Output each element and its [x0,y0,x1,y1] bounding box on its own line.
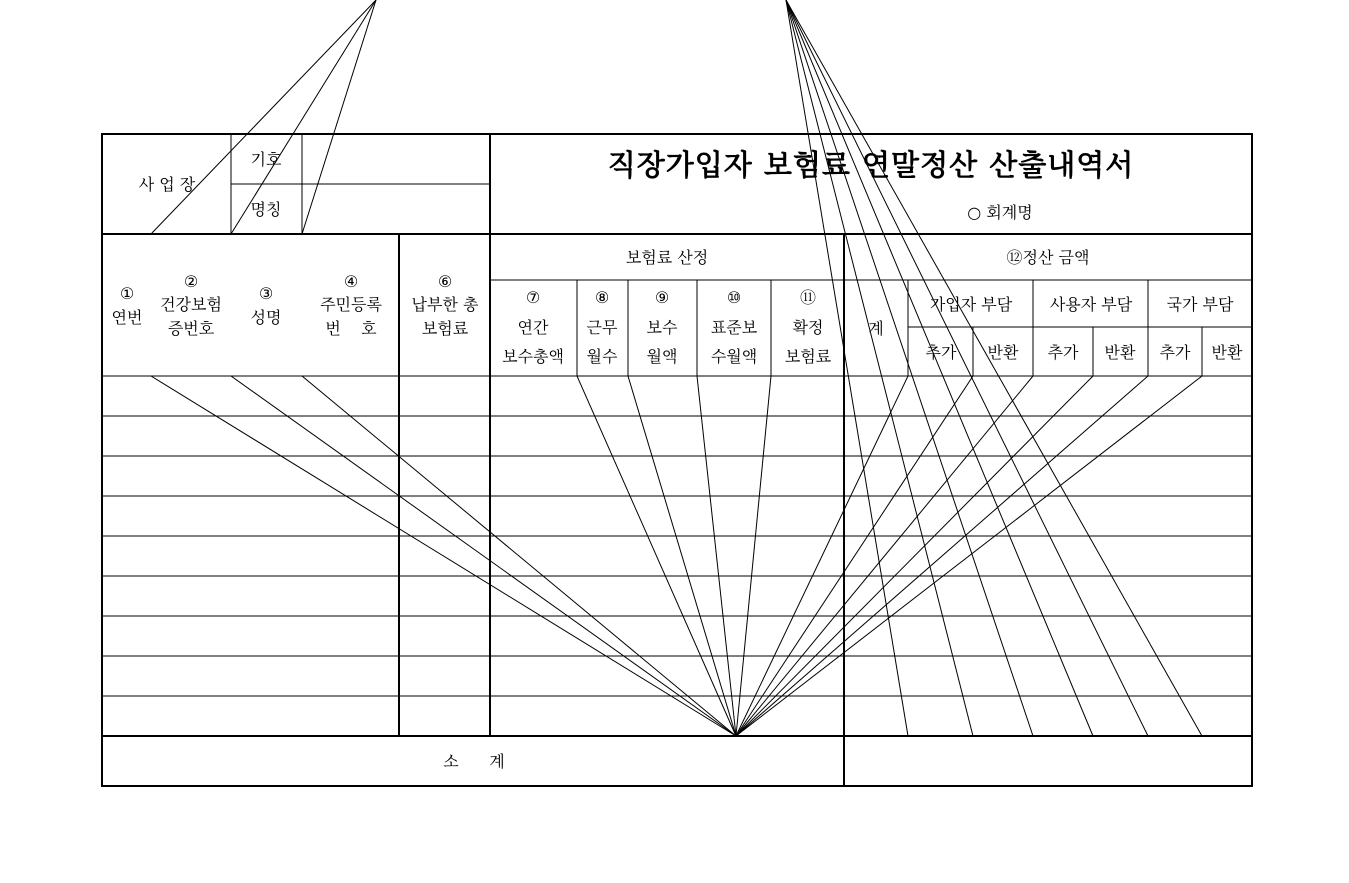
table-cell[interactable] [699,658,769,694]
table-cell[interactable] [579,378,626,414]
subscriber-refund-label: 반환 [987,343,1019,362]
table-cell[interactable] [579,498,626,534]
table-cell[interactable] [233,698,300,734]
table-cell[interactable] [233,378,300,414]
table-cell[interactable] [401,578,488,614]
table-cell[interactable] [1150,578,1200,614]
col10-label-line1: 표준보 [710,318,758,337]
table-cell[interactable] [1035,378,1091,414]
table-cell[interactable] [104,458,149,494]
table-cell[interactable] [492,698,575,734]
col11-number: ⑪ [799,288,817,307]
col9-number: ⑨ [654,288,670,307]
table-cell[interactable] [1095,658,1146,694]
table-cell[interactable] [401,658,488,694]
col2-label-line1: 건강보험 [160,295,222,314]
table-cell[interactable] [630,578,695,614]
table-cell[interactable] [104,698,149,734]
table-cell[interactable] [1150,498,1200,534]
table-cell[interactable] [630,618,695,654]
table-cell[interactable] [1150,698,1200,734]
table-cell[interactable] [975,498,1031,534]
col3-label: 성명 [250,308,282,327]
table-cell[interactable] [492,578,575,614]
table-cell[interactable] [304,378,397,414]
table-cell[interactable] [846,418,906,454]
table-cell[interactable] [773,538,842,574]
table-cell[interactable] [1204,578,1250,614]
state-share-label: 국가 부담 [1166,295,1234,314]
table-cell[interactable] [104,658,149,694]
accounting-name-label: ○ 회계명 [967,203,1033,222]
table-cell[interactable] [630,538,695,574]
table-cell[interactable] [846,498,906,534]
table-cell[interactable] [492,538,575,574]
table-cell[interactable] [579,578,626,614]
premium-calc-group-label: 보험료 산정 [625,248,709,267]
table-cell[interactable] [630,498,695,534]
table-cell[interactable] [153,378,229,414]
table-cell[interactable] [304,578,397,614]
table-cell[interactable] [492,458,575,494]
table-cell[interactable] [773,418,842,454]
table-cell[interactable] [773,578,842,614]
col10-label-line2: 수월액 [710,347,758,366]
table-cell[interactable] [910,458,971,494]
table-cell[interactable] [233,658,300,694]
table-cell[interactable] [233,618,300,654]
table-cell[interactable] [1095,418,1146,454]
table-cell[interactable] [104,578,149,614]
table-cell[interactable] [846,618,906,654]
table-cell[interactable] [492,418,575,454]
table-cell[interactable] [910,658,971,694]
table-cell[interactable] [1150,458,1200,494]
table-cell[interactable] [1150,658,1200,694]
table-cell[interactable] [630,458,695,494]
table-cell[interactable] [492,378,575,414]
table-cell[interactable] [630,698,695,734]
col10-number: ⑩ [726,288,742,307]
table-cell[interactable] [1035,498,1091,534]
table-cell[interactable] [699,698,769,734]
table-cell[interactable] [579,418,626,454]
data-grid [102,0,1252,784]
col6-label-line2: 보험료 [421,319,469,338]
workplace-code-field[interactable] [304,136,488,182]
table-cell[interactable] [492,658,575,694]
table-cell[interactable] [304,418,397,454]
table-cell[interactable] [773,618,842,654]
table-cell[interactable] [846,578,906,614]
state-add-label: 추가 [1159,343,1191,362]
subtotal-cell[interactable] [1095,738,1146,784]
table-cell[interactable] [910,418,971,454]
col3-number: ③ [258,284,274,303]
table-cell[interactable] [304,618,397,654]
col8-label-line2: 월수 [586,347,618,366]
workplace-label: 사 업 장 [138,175,196,194]
table-cell[interactable] [401,538,488,574]
table-cell[interactable] [699,578,769,614]
table-cell[interactable] [153,618,229,654]
table-cell[interactable] [1035,458,1091,494]
table-cell[interactable] [773,658,842,694]
table-cell[interactable] [773,698,842,734]
col8-number: ⑧ [594,288,610,307]
table-cell[interactable] [773,498,842,534]
table-cell[interactable] [579,698,626,734]
table-cell[interactable] [910,498,971,534]
settlement-total-label: 계 [868,319,884,338]
table-cell[interactable] [846,538,906,574]
subtotal-cell[interactable] [975,738,1031,784]
table-cell[interactable] [579,458,626,494]
table-cell[interactable] [630,418,695,454]
workplace-name-field[interactable] [304,186,488,232]
col2-label-line2: 증번호 [167,319,215,338]
column-headers [112,248,1243,366]
table-cell[interactable] [1204,618,1250,654]
subtotal-row [443,752,504,771]
workplace-code-label: 기호 [250,150,282,169]
col9-label-line2: 월액 [646,347,678,366]
table-cell[interactable] [104,618,149,654]
table-cell[interactable] [153,538,229,574]
table-cell[interactable] [401,458,488,494]
col6-label-line1: 납부한 총 [411,295,479,314]
table-cell[interactable] [975,578,1031,614]
table-cell[interactable] [699,418,769,454]
table-cell[interactable] [846,698,906,734]
employer-refund-label: 반환 [1104,343,1136,362]
table-cell[interactable] [579,658,626,694]
table-cell[interactable] [1150,618,1200,654]
table-cell[interactable] [1095,538,1146,574]
col4-number: ④ [343,272,359,291]
table-cell[interactable] [1204,498,1250,534]
table-cell[interactable] [1035,418,1091,454]
table-cell[interactable] [233,418,300,454]
table-cell[interactable] [1095,618,1146,654]
col8-label-line1: 근무 [586,318,618,337]
table-cell[interactable] [104,418,149,454]
table-cell[interactable] [1035,698,1091,734]
table-cell[interactable] [401,618,488,654]
col7-label-line1: 연간 [517,318,549,337]
table-cell[interactable] [233,458,300,494]
table-cell[interactable] [1095,698,1146,734]
table-cell[interactable] [699,538,769,574]
table-cell[interactable] [1204,418,1250,454]
table-cell[interactable] [104,538,149,574]
table-cell[interactable] [630,378,695,414]
col6-number: ⑥ [437,272,453,291]
table-cell[interactable] [1035,658,1091,694]
table-cell[interactable] [153,458,229,494]
table-cell[interactable] [233,578,300,614]
table-cell[interactable] [1204,378,1250,414]
table-cell[interactable] [153,578,229,614]
col11-label-line2: 보험료 [784,347,832,366]
table-cell[interactable] [699,458,769,494]
table-cell[interactable] [910,618,971,654]
table-cell[interactable] [773,458,842,494]
table-cell[interactable] [846,458,906,494]
col9-label-line1: 보수 [646,318,678,337]
subtotal-cell[interactable] [1035,738,1091,784]
table-cell[interactable] [846,658,906,694]
col11-label-line1: 확정 [792,318,824,337]
table-cell[interactable] [1150,538,1200,574]
table-cell[interactable] [104,378,149,414]
table-cell[interactable] [1035,578,1091,614]
table-cell[interactable] [699,498,769,534]
table-cell[interactable] [773,378,842,414]
table-cell[interactable] [975,618,1031,654]
table-cell[interactable] [910,698,971,734]
table-cell[interactable] [492,618,575,654]
table-cell[interactable] [1095,458,1146,494]
table-cell[interactable] [153,698,229,734]
table-cell[interactable] [699,618,769,654]
table-cell[interactable] [492,498,575,534]
table-cell[interactable] [975,658,1031,694]
table-cell[interactable] [304,538,397,574]
table-cell[interactable] [975,458,1031,494]
table-cell[interactable] [1204,698,1250,734]
table-cell[interactable] [975,418,1031,454]
workplace-name-label: 명칭 [250,200,282,219]
state-refund-label: 반환 [1211,343,1243,362]
table-cell[interactable] [1204,658,1250,694]
table-cell[interactable] [153,658,229,694]
employer-share-label: 사용자 부담 [1049,295,1133,314]
table-cell[interactable] [1095,378,1146,414]
table-cell[interactable] [910,538,971,574]
table-cell[interactable] [304,658,397,694]
table-cell[interactable] [579,618,626,654]
col4-label-line2: 번 호 [325,319,377,338]
table-cell[interactable] [153,418,229,454]
table-cell[interactable] [1035,618,1091,654]
table-cell[interactable] [304,698,397,734]
table-cell[interactable] [401,418,488,454]
table-cell[interactable] [630,658,695,694]
table-cell[interactable] [579,538,626,574]
form-header [139,134,1245,234]
table-cell[interactable] [1150,418,1200,454]
table-cell[interactable] [1150,378,1200,414]
subtotal-cell[interactable] [1204,738,1250,784]
table-cell[interactable] [975,698,1031,734]
col7-label-line2: 보수총액 [502,347,564,366]
table-cell[interactable] [975,378,1031,414]
table-cell[interactable] [1204,458,1250,494]
accounting-name-field[interactable] [1045,200,1245,228]
table-cell[interactable] [401,698,488,734]
col1-label: 연번 [111,308,143,327]
col2-number: ② [183,272,199,291]
subtotal-label: 소 계 [443,752,505,771]
table-cell[interactable] [1095,498,1146,534]
table-cell[interactable] [846,378,906,414]
employer-add-label: 추가 [1047,343,1079,362]
subtotal-cell[interactable] [846,738,906,784]
table-cell[interactable] [304,458,397,494]
table-cell[interactable] [401,378,488,414]
table-cell[interactable] [233,498,300,534]
table-cell[interactable] [1204,538,1250,574]
settlement-group-label: ⑫정산 금액 [1006,248,1090,267]
table-cell[interactable] [975,538,1031,574]
subtotal-cell[interactable] [910,738,971,784]
form-title: 직장가입자 보험료 연말정산 산출내역서 [607,148,1135,182]
table-cell[interactable] [910,578,971,614]
table-cell[interactable] [401,498,488,534]
table-cell[interactable] [233,538,300,574]
table-cell[interactable] [1095,578,1146,614]
table-cell[interactable] [104,498,149,534]
subscriber-add-label: 추가 [925,343,957,362]
table-cell[interactable] [699,378,769,414]
subscriber-share-label: 가입자 부담 [929,295,1013,314]
table-cell[interactable] [910,378,971,414]
table-cell[interactable] [153,498,229,534]
subtotal-cell[interactable] [1150,738,1200,784]
col7-number: ⑦ [525,288,541,307]
table-cell[interactable] [304,498,397,534]
col1-number: ① [119,284,135,303]
table-cell[interactable] [1035,538,1091,574]
col4-label-line1: 주민등록 [320,295,382,314]
